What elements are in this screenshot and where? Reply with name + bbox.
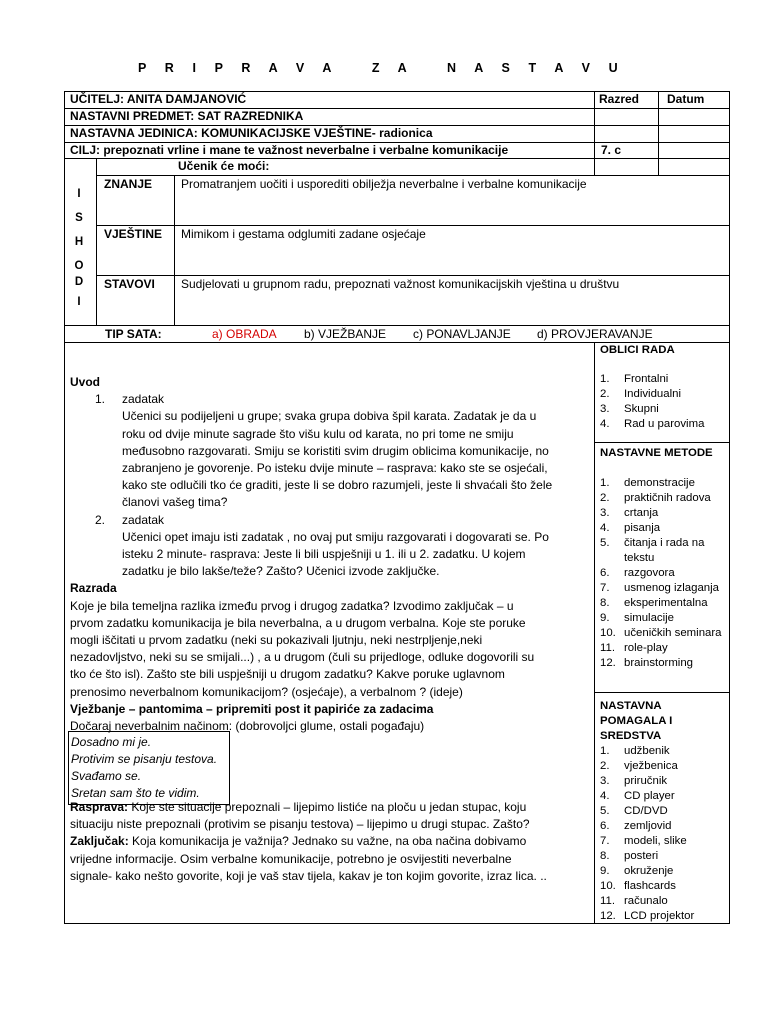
vjezbanje-line: Vježbanje – pantomima – pripremiti post it papiriće za zadacima	[70, 701, 434, 716]
list-item: 7. usmenog izlaganja	[600, 582, 719, 594]
tip-sata-option-d: d) PROVJERAVANJE	[537, 327, 653, 341]
item-number: 2.	[95, 512, 106, 527]
ucitelj-field: UČITELJ: ANITA DAMJANOVIĆ	[70, 92, 247, 106]
razrada-heading: Razrada	[70, 581, 117, 596]
jedinica-field: NASTAVNA JEDINICA: KOMUNIKACIJSKE VJEŠTINE- radionica	[70, 126, 433, 140]
list-item: 6. zemljovid	[600, 820, 672, 832]
list-item: 12. LCD projektor	[600, 910, 695, 922]
text-line: mogli iščitati u prvom zadatku (neki su pokazivali ljutnju, neki nestrpljenje,neki	[70, 633, 483, 648]
uvod-item-2	[70, 512, 585, 581]
list-item: 9. okruženje	[600, 865, 674, 877]
nastavna-pomagala-title: NASTAVNA POMAGALA I SREDSTVA	[600, 700, 673, 742]
stavovi-label: STAVOVI	[104, 277, 155, 291]
list-item: 2. vježbenica	[600, 760, 678, 772]
tip-sata-option-c: c) PONAVLJANJE	[413, 327, 511, 341]
uvod-heading: Uvod	[70, 375, 100, 389]
list-item: 3. priručnik	[600, 775, 668, 787]
nastavne-metode-section	[600, 446, 726, 671]
text-line: roku od dvije minute sagrade što višu kulu od karata, no pri tome ne smiju	[122, 426, 514, 441]
text-line: signale- kako nešto govorite, koji je vaš stav tijela, kakav je ton kojim govorite, izraz lica. ..	[70, 868, 547, 883]
razred-label: Razred	[599, 92, 640, 106]
text-line: zabranjeno je govorenje. Po isteku dvije minute – rasprava: kako ste se osjećali,	[122, 461, 548, 476]
item-title: zadatak	[122, 392, 165, 407]
list-item: 12. brainstorming	[600, 657, 694, 669]
box-line: Dosadno mi je.	[71, 735, 152, 749]
text-line: nezadovljstvo, neki su se smijali...) , a u drugom (čuli su prijedloge, odluke dogovorili su	[70, 650, 535, 665]
text-line: kako ste odlučili tko će graditi, jeste li se dobro razumjeli, jeste li shvaćali što žele	[122, 478, 553, 493]
list-item: 4. Rad u parovima	[600, 418, 705, 430]
lesson-body	[70, 374, 585, 735]
item-title: zadatak	[122, 512, 165, 527]
nastavne-metode-title: NASTAVNE METODE	[600, 447, 713, 459]
nastavna-pomagala-section	[600, 699, 726, 924]
uvod-item-1	[70, 391, 585, 511]
list-item: 1. udžbenik	[600, 745, 670, 757]
list-item: 10. učeničkih seminara	[600, 627, 722, 639]
text-line: isteku 2 minute- rasprava: Jeste li bili uspješniji u 1. ili u 2. zadatku. U kojem	[122, 547, 526, 562]
ucenik-ce-moci: Učenik će moći:	[178, 159, 270, 173]
razred-value: 7. c	[601, 143, 622, 157]
tip-sata-option-a: a) OBRADA	[212, 327, 277, 341]
oblici-rada-title: OBLICI RADA	[600, 344, 675, 356]
list-item: 3. crtanja	[600, 507, 659, 519]
text-line: Učenici opet imaju isti zadatak , no ovaj put smiju razgovarati i dogovarati se. Po	[122, 529, 549, 544]
list-item: 2. Individualni	[600, 388, 681, 400]
zakljucak-label: Zaključak:	[70, 834, 129, 849]
cilj-field: CILJ: prepoznati vrline i mane te važnost neverbalne i verbalne komunikacije	[70, 143, 509, 157]
text-line: prvom zadatku komunikacija je bila neverbalna, a u drugom verbalna. Koje ste poruke	[70, 615, 526, 630]
list-item: 7. modeli, slike	[600, 835, 687, 847]
list-item: 5. čitanja i rada na tekstu	[600, 537, 705, 564]
box-line: Sretan sam što te vidim.	[71, 786, 200, 800]
list-item: 10. flashcards	[600, 880, 676, 892]
text-line: Koje je bila temeljna razlika između prvog i drugog zadatka? Izvodimo zaključak – u	[70, 598, 514, 613]
tip-sata-label: TIP SATA:	[105, 327, 162, 341]
rasprava-label: Rasprava:	[70, 800, 129, 814]
box-line: Protivim se pisanju testova.	[71, 752, 218, 766]
predmet-field: NASTAVNI PREDMET: SAT RAZREDNIKA	[70, 109, 304, 123]
vjestine-text: Mimikom i gestama odglumiti zadane osjećaje	[181, 227, 426, 241]
vjestine-label: VJEŠTINE	[104, 227, 163, 241]
datum-label: Datum	[667, 92, 705, 106]
znanje-label: ZNANJE	[104, 177, 153, 191]
conclusion-block	[70, 799, 585, 885]
text-line: tko će što isl). Zašto ste bili uspješniji u drugom zadatku? Kakve poruke uglavnom	[70, 667, 505, 682]
list-item: 2. praktičnih radova	[600, 492, 711, 504]
list-item: 8. posteri	[600, 850, 659, 862]
document-title: P R I P R A V A Z A N A S T A V U	[138, 61, 626, 75]
text-line: vrijedne informacije. Osim verbalne komunikacije, potrebno je osvijestiti neverbalne	[70, 851, 512, 866]
list-item: 9. simulacije	[600, 612, 675, 624]
pantomime-box	[68, 731, 230, 805]
list-item: 4. CD player	[600, 790, 675, 802]
list-item: 1. Frontalni	[600, 373, 669, 385]
list-item: 11. računalo	[600, 895, 668, 907]
list-item: 8. eksperimentalna	[600, 597, 708, 609]
text-line: članovi vašeg tima?	[122, 495, 228, 510]
stavovi-text: Sudjelovati u grupnom radu, prepoznati važnost komunikacijskih vještina u društvu	[181, 277, 620, 291]
text-line: Učenici su podijeljeni u grupe; svaka grupa dobiva špil karata. Zadatak je da u	[122, 409, 537, 424]
text-line: Koja komunikacija je važnija? Jednako su važne, na oba načina dobivamo	[128, 834, 527, 849]
list-item: 4. pisanja	[600, 522, 661, 534]
text-line: međusobno razgovarati. Smiju se koristiti svim drugim oblicima komunikacije, no	[122, 443, 549, 458]
list-item: 3. Skupni	[600, 403, 659, 415]
list-item: 5. CD/DVD	[600, 805, 668, 817]
text-line: situaciju niste prepoznali (protivim se pisanju testova) – lijepimo u drugi stupac. Zašto?	[70, 817, 530, 832]
text-line: prenosimo neverbalnom komunikacijom? (osjećaje), a verbalnom ? (ideje)	[70, 684, 463, 699]
docaraj-line: Dočaraj neverbalnim načinom: (dobrovoljci glume, ostali pogađaju)	[70, 719, 425, 734]
znanje-text: Promatranjem uočiti i usporediti obilježja neverbalne i verbalne komunikacije	[181, 177, 587, 191]
list-item: 11. role-play	[600, 642, 668, 654]
item-number: 1.	[95, 392, 106, 407]
list-item: 1. demonstracije	[600, 477, 695, 489]
oblici-rada-section	[600, 343, 726, 432]
list-item: 6. razgovora	[600, 567, 675, 579]
tip-sata-option-b: b) VJEŽBANJE	[304, 327, 387, 341]
text-line: zadatku je bilo lakše/teže? Zašto? Učenici izvode zaključke.	[122, 564, 440, 579]
box-line: Svađamo se.	[71, 769, 142, 783]
text-line: Koje ste situacije prepoznali – lijepimo listiće na ploču u jedan stupac, koju	[128, 800, 527, 814]
